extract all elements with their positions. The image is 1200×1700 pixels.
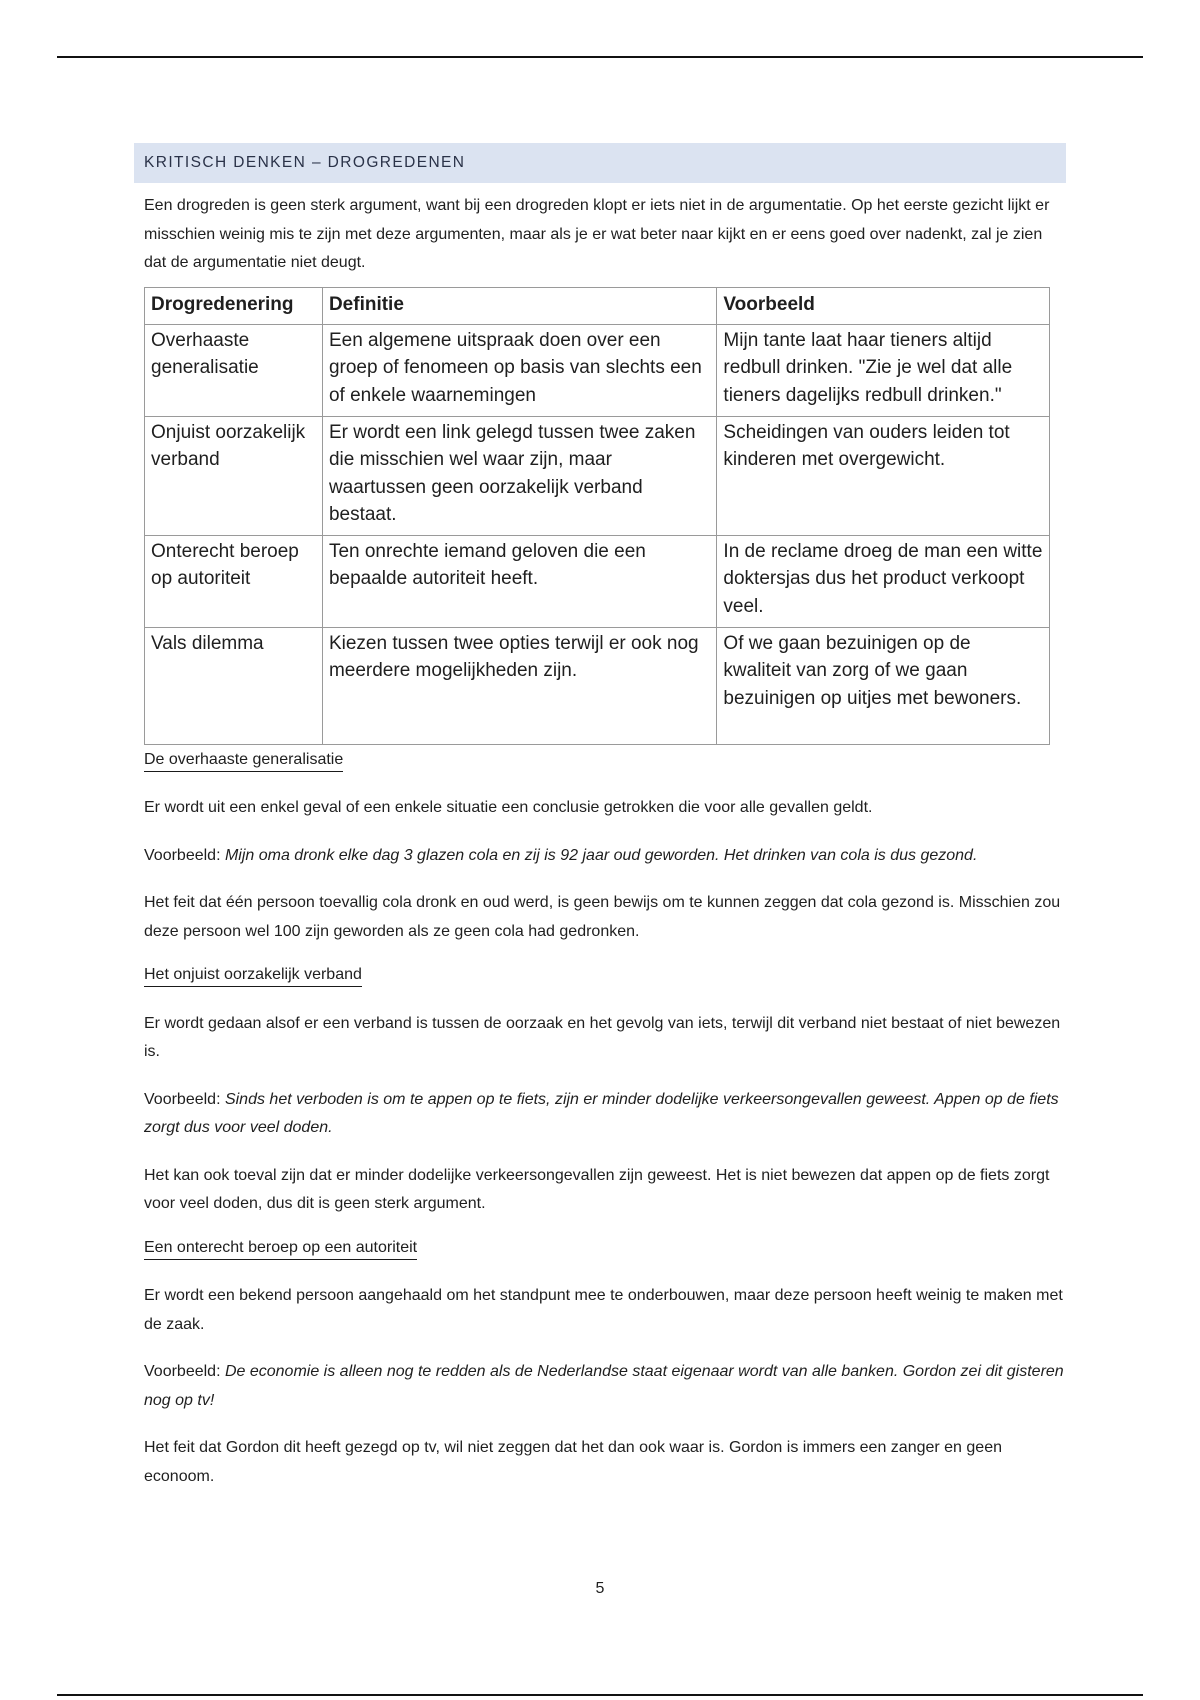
definition-cell: Een algemene uitspraak doen over een groep of fenomeen op basis van slechts een of enkele waarnemingen <box>322 324 716 416</box>
section-explanation: Het feit dat één persoon toevallig cola dronk en oud werd, is geen bewijs om te kunnen zeggen dat cola gezond is. Misschien zou deze persoon wel 100 zijn geworden als ze geen cola had gedronken. <box>144 894 1061 940</box>
example-cell: Mijn tante laat haar tieners altijd redbull drinken. "Zie je wel dat alle tieners dagelijks redbull drinken." <box>717 324 1050 416</box>
section-title: Een onterecht beroep op een autoriteit <box>144 1234 1064 1263</box>
example-label: Voorbeeld: <box>144 846 225 864</box>
section-explanation: Het kan ook toeval zijn dat er minder dodelijke verkeersongevallen zijn geweest. Het is niet bewezen dat appen op de fiets zorgt voor veel doden, dus dit is geen sterk argument. <box>144 1166 1050 1212</box>
example-text: Mijn oma dronk elke dag 3 glazen cola en zij is 92 jaar oud geworden. Het drinken van cola is dus gezond. <box>224 846 978 864</box>
intro-paragraph: Een drogreden is geen sterk argument, want bij een drogreden klopt er iets niet in de argumentatie. Op het eerste gezicht lijkt er misschien weinig mis te zijn met deze argumenten, maar als je er wat beter naar kijkt en er eens goed over nadenkt, zal je zien dat de argumentatie niet deugt. <box>144 197 1050 271</box>
section-heading <box>134 143 1066 183</box>
page-number: 5 <box>595 1580 605 1597</box>
section-description: Er wordt een bekend persoon aangehaald om het standpunt mee te onderbouwen, maar deze persoon heeft weinig te maken met de zaak. <box>144 1287 1063 1333</box>
table-row <box>145 535 1050 627</box>
section-false-cause <box>144 961 1064 1219</box>
definition-cell: Er wordt een link gelegd tussen twee zaken die misschien wel waar zijn, maar waartussen geen oorzakelijk verband bestaat. <box>322 416 716 535</box>
column-header-example: Voorbeeld <box>717 287 1050 324</box>
example-label: Voorbeeld: <box>144 1090 225 1108</box>
header-rule <box>57 56 1143 58</box>
column-header-fallacy: Drogredenering <box>145 287 323 324</box>
definition-cell: Kiezen tussen twee opties terwijl er ook nog meerdere mogelijkheden zijn. <box>322 627 716 744</box>
example-label: Voorbeeld: <box>144 1363 225 1380</box>
section-appeal-to-authority <box>144 1234 1064 1492</box>
table-header-row <box>145 287 1050 324</box>
section-title: Het onjuist oorzakelijk verband <box>144 961 1064 990</box>
section-description: Er wordt uit een enkel geval of een enkele situatie een conclusie getrokken die voor alle gevallen geldt. <box>144 799 873 816</box>
table-row <box>145 627 1050 744</box>
section-explanation: Het feit dat Gordon dit heeft gezegd op tv, wil niet zeggen dat het dan ook waar is. Gordon is immers een zanger en geen econoom. <box>144 1439 1002 1485</box>
page-content <box>134 143 1066 1491</box>
fallacy-name-cell: Onterecht beroep op autoriteit <box>145 535 323 627</box>
fallacies-table <box>144 287 1050 745</box>
example-cell: Of we gaan bezuinigen op de kwaliteit van zorg of we gaan bezuinigen op uitjes met bewoners. <box>717 627 1050 744</box>
table-row <box>145 416 1050 535</box>
section-example <box>144 1358 1064 1415</box>
section-description: Er wordt gedaan alsof er een verband is tussen de oorzaak en het gevolg van iets, terwijl dit verband niet bestaat of niet bewezen is. <box>144 1014 1061 1060</box>
section-example <box>144 842 1064 871</box>
section-title: De overhaaste generalisatie <box>144 746 1064 775</box>
footer-rule <box>57 1694 1143 1696</box>
fallacy-name-cell: Vals dilemma <box>145 627 323 744</box>
column-header-definition: Definitie <box>322 287 716 324</box>
section-overhasty-generalization <box>144 746 1064 947</box>
section-example <box>144 1086 1064 1143</box>
section-heading-text: KRITISCH DENKEN – DROGREDENEN <box>144 154 466 171</box>
example-text: De economie is alleen nog te redden als de Nederlandse staat eigenaar wordt van alle banken. Gordon zei dit gisteren nog op tv! <box>144 1363 1064 1409</box>
fallacy-name-cell: Overhaaste generalisatie <box>145 324 323 416</box>
table-row <box>145 324 1050 416</box>
example-cell: In de reclame droeg de man een witte doktersjas dus het product verkoopt veel. <box>717 535 1050 627</box>
example-cell: Scheidingen van ouders leiden tot kinderen met overgewicht. <box>717 416 1050 535</box>
example-text: Sinds het verboden is om te appen op te fiets, zijn er minder dodelijke verkeersongevallen geweest. Appen op de fiets zorgt dus voor veel doden. <box>144 1090 1059 1136</box>
fallacy-name-cell: Onjuist oorzakelijk verband <box>145 416 323 535</box>
definition-cell: Ten onrechte iemand geloven die een bepaalde autoriteit heeft. <box>322 535 716 627</box>
